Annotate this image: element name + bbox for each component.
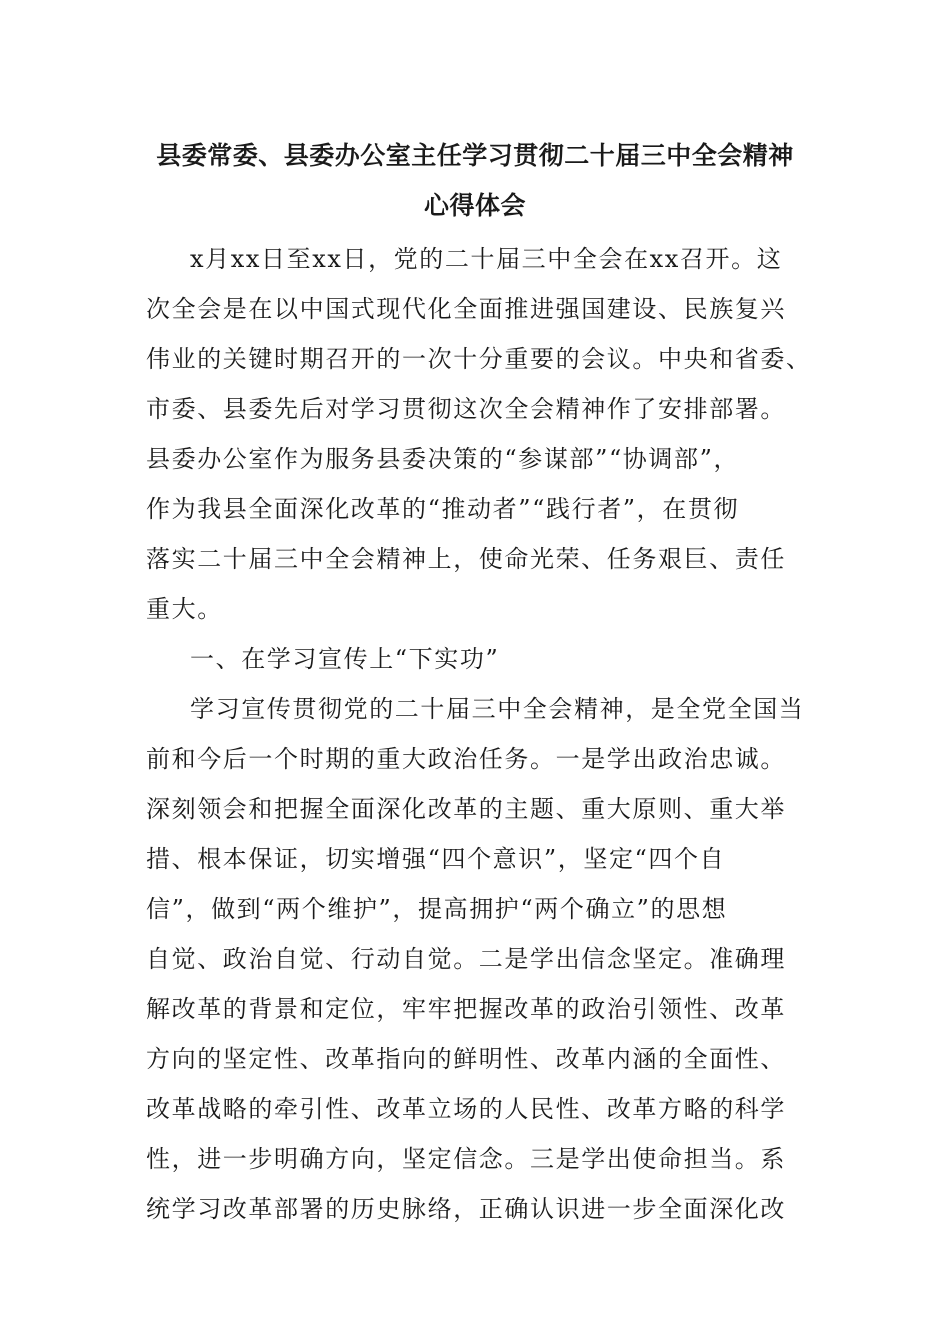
paragraph-line: 深刻领会和把握全面深化改革的主题、重大原则、重大举 [146, 795, 786, 823]
paragraph-line: 次全会是在以中国式现代化全面推进强国建设、民族复兴 [146, 295, 786, 323]
section-heading: 一、在学习宣传上“下实功” [190, 645, 500, 673]
paragraph-line: 作为我县全面深化改革的“推动者”“践行者”，在贯彻 [146, 495, 740, 523]
paragraph-line: 方向的坚定性、改革指向的鲜明性、改革内涵的全面性、 [146, 1045, 786, 1073]
document-title-line-2: 心得体会 [423, 191, 526, 220]
paragraph-line: 解改革的背景和定位，牢牢把握改革的政治引领性、改革 [146, 995, 786, 1023]
paragraph-line: 措、根本保证，切实增强“四个意识”，坚定“四个自 [146, 845, 726, 873]
paragraph-line: 县委办公室作为服务县委决策的“参谋部”“协调部”， [146, 445, 740, 473]
document-title-line-1: 县委常委、县委办公室主任学习贯彻二十届三中全会精神 [156, 141, 794, 170]
paragraph-line: 改革战略的牵引性、改革立场的人民性、改革方略的科学 [146, 1095, 786, 1123]
paragraph-line: 重大。 [146, 595, 223, 623]
paragraph-line: 统学习改革部署的历史脉络，正确认识进一步全面深化改 [146, 1195, 786, 1223]
paragraph-line: 落实二十届三中全会精神上，使命光荣、任务艰巨、责任 [146, 545, 786, 573]
paragraph-line: 自觉、政治自觉、行动自觉。二是学出信念坚定。准确理 [146, 945, 786, 973]
paragraph-line: 性，进一步明确方向，坚定信念。三是学出使命担当。系 [146, 1145, 786, 1173]
document-body [146, 234, 812, 1234]
paragraph-line: x月xx日至xx日，党的二十届三中全会在xx召开。这 [190, 245, 783, 273]
paragraph-line: 信”，做到“两个维护”，提高拥护“两个确立”的思想 [146, 895, 728, 923]
paragraph-line: 前和今后一个时期的重大政治任务。一是学出政治忠诚。 [146, 745, 786, 773]
paragraph-line: 市委、县委先后对学习贯彻这次全会精神作了安排部署。 [146, 395, 786, 423]
paragraph-line: 伟业的关键时期召开的一次十分重要的会议。中央和省委、 [146, 345, 812, 373]
paragraph-line: 学习宣传贯彻党的二十届三中全会精神，是全党全国当 [190, 695, 805, 723]
